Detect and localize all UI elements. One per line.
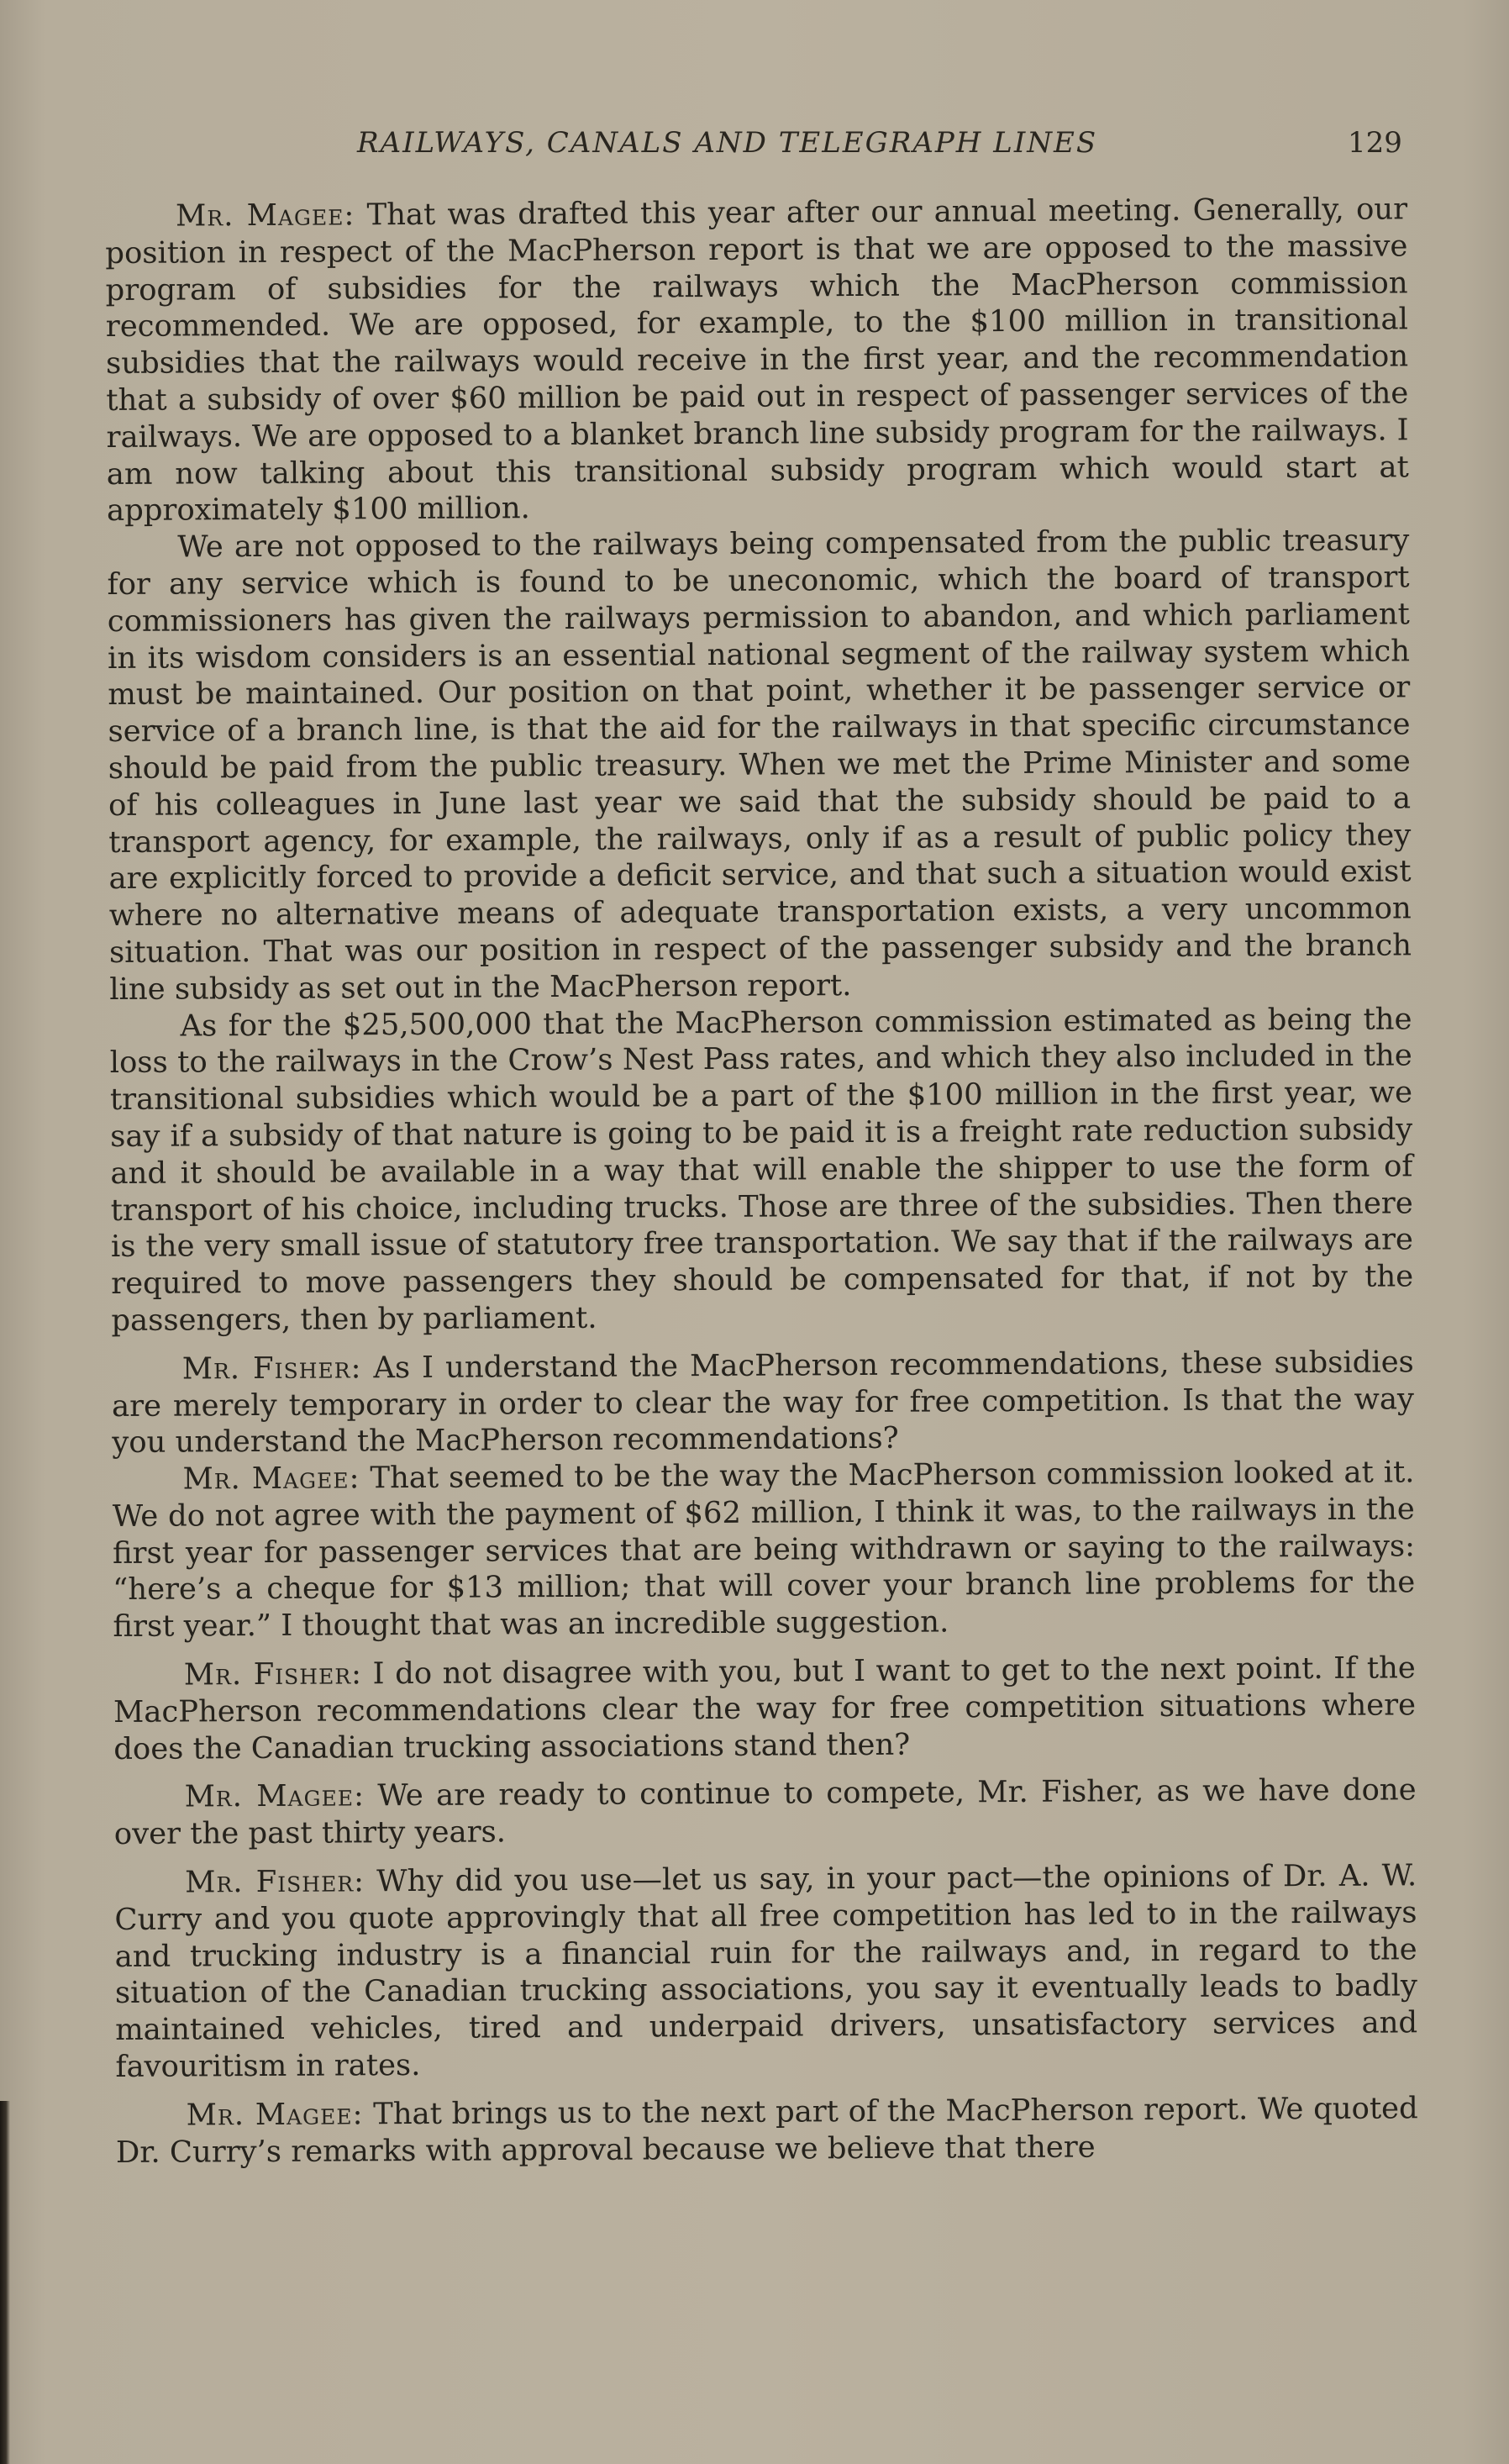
speaker-name: Mr. Fisher: [183,1656,363,1693]
speaker-name: Mr. Magee: [182,1461,360,1497]
paragraph [114,1857,1417,2085]
paragraph [113,1650,1417,1767]
paragraph [107,523,1412,1008]
paragraph-text: I do not disagree with you, but I want to get to the next point. If the MacPherson recommendations clear the way for free competition situations where does the Canadian trucking associations stand then? [113,1651,1417,1766]
paragraph-text: That seemed to be the way the MacPherson commission looked at it. We do not agree with the payment of $62 million, I think it was, to the railways in the first year for passenger services that are being withdrawn or saying to the railways: “here’s a cheque for $13 million; that will cover your branch line problems for the first year.” I thought that was an incredible suggestion. [112,1455,1416,1645]
paragraph [116,2090,1418,2171]
paragraph [109,1001,1413,1340]
paragraph-text: We are not opposed to the railways being compensated from the public treasury for any service which is found to be uneconomic, which the board of transport commissioners has given the railways permission to abandon, and which parliament in its wisdom considers is an essential national segment of the railway system which must be maintained. Our position on that point, whether it be passenger service or service of a branch line, is that the aid for the railways in that specific circumstance should be paid from the public treasury. When we met the Prime Minister and some of his colleagues in June last year we said that the subsidy should be paid to a transport agency, for example, the railways, only if as a result of public policy they are explicitly forced to provide a deficit service, and that such a situation would exist where no alternative means of adequate transportation exists, a very uncommon situation. That was our position in respect of the passenger subsidy and the branch line subsidy as set out in the MacPherson report. [107,523,1412,1007]
speaker-name: Mr. Magee: [184,1778,365,1814]
speaker-name: Mr. Magee: [176,197,355,234]
paragraph-text: That was drafted this year after our annual meeting. Generally, our position in respect of the MacPherson report is that we are opposed to the massive program of subsidies for the railways which the MacPherson commission recommended. We are opposed, for example, to the $100 million in transitional subsidies that the railways would receive in the first year, and the recommendation that a subsidy of over $60 million be paid out in respect of passenger services of the railways. We are opposed to a blanket branch line subsidy program for the railways. I am now talking about this transitional subsidy program which would start at approximately $100 million. [105,192,1409,529]
running-header [0,126,1509,173]
paragraph [112,1454,1415,1645]
paragraph-text: As I understand the MacPherson recommendations, these subsidies are merely temporary in order to clear the way for free competition. Is that the way you understand the MacPherson recommendations? [111,1345,1415,1461]
paragraph-text: That brings us to the next part of the MacPherson report. We quoted Dr. Curry’s remarks with approval because we believe that there [115,2091,1418,2170]
page-edge-shadow [0,2101,10,2464]
paragraph [112,1344,1415,1461]
speaker-name: Mr. Fisher: [181,1350,362,1387]
body-text [105,191,1419,2316]
speaker-name: Mr. Magee: [186,2097,364,2133]
paragraph-text: We are ready to continue to compete, Mr. Fisher, as we have done over the past thirty years. [113,1772,1417,1852]
paragraph [114,1772,1417,1853]
speaker-name: Mr. Fisher: [185,1864,365,1900]
page-number: 129 [1348,126,1402,160]
paragraph-text: As for the $25,500,000 that the MacPherson commission estimated as being the loss to the railways in the Crow’s Nest Pass rates, and which they also included in the transitional subsidies which would be a part of the $100 million in the first year, we say if a subsidy of that nature is going to be paid it is a freight rate reduction subsidy and it should be available in a way that will enable the shipper to use the form of transport of his choice, including trucks. Those are three of the subsidies. Then there is the very small issue of statutory free transportation. We say that if the railways are required to move passengers they should be compensated for that, if not by the passengers, then by parliament. [109,1001,1414,1338]
running-title: RAILWAYS, CANALS AND TELEGRAPH LINES [357,126,1098,160]
paragraph-text: Why did you use—let us say, in your pact—the opinions of Dr. A. W. Curry and you quote approvingly that all free competition has led to in the railways and trucking industry is a financial ruin for the railways and, in regard to the situation of the Canadian trucking associations, you say it eventually leads to badly maintained vehicles, tired and underpaid drivers, unsatisfactory services and favouritism in rates. [114,1858,1418,2085]
paragraph [105,191,1409,529]
